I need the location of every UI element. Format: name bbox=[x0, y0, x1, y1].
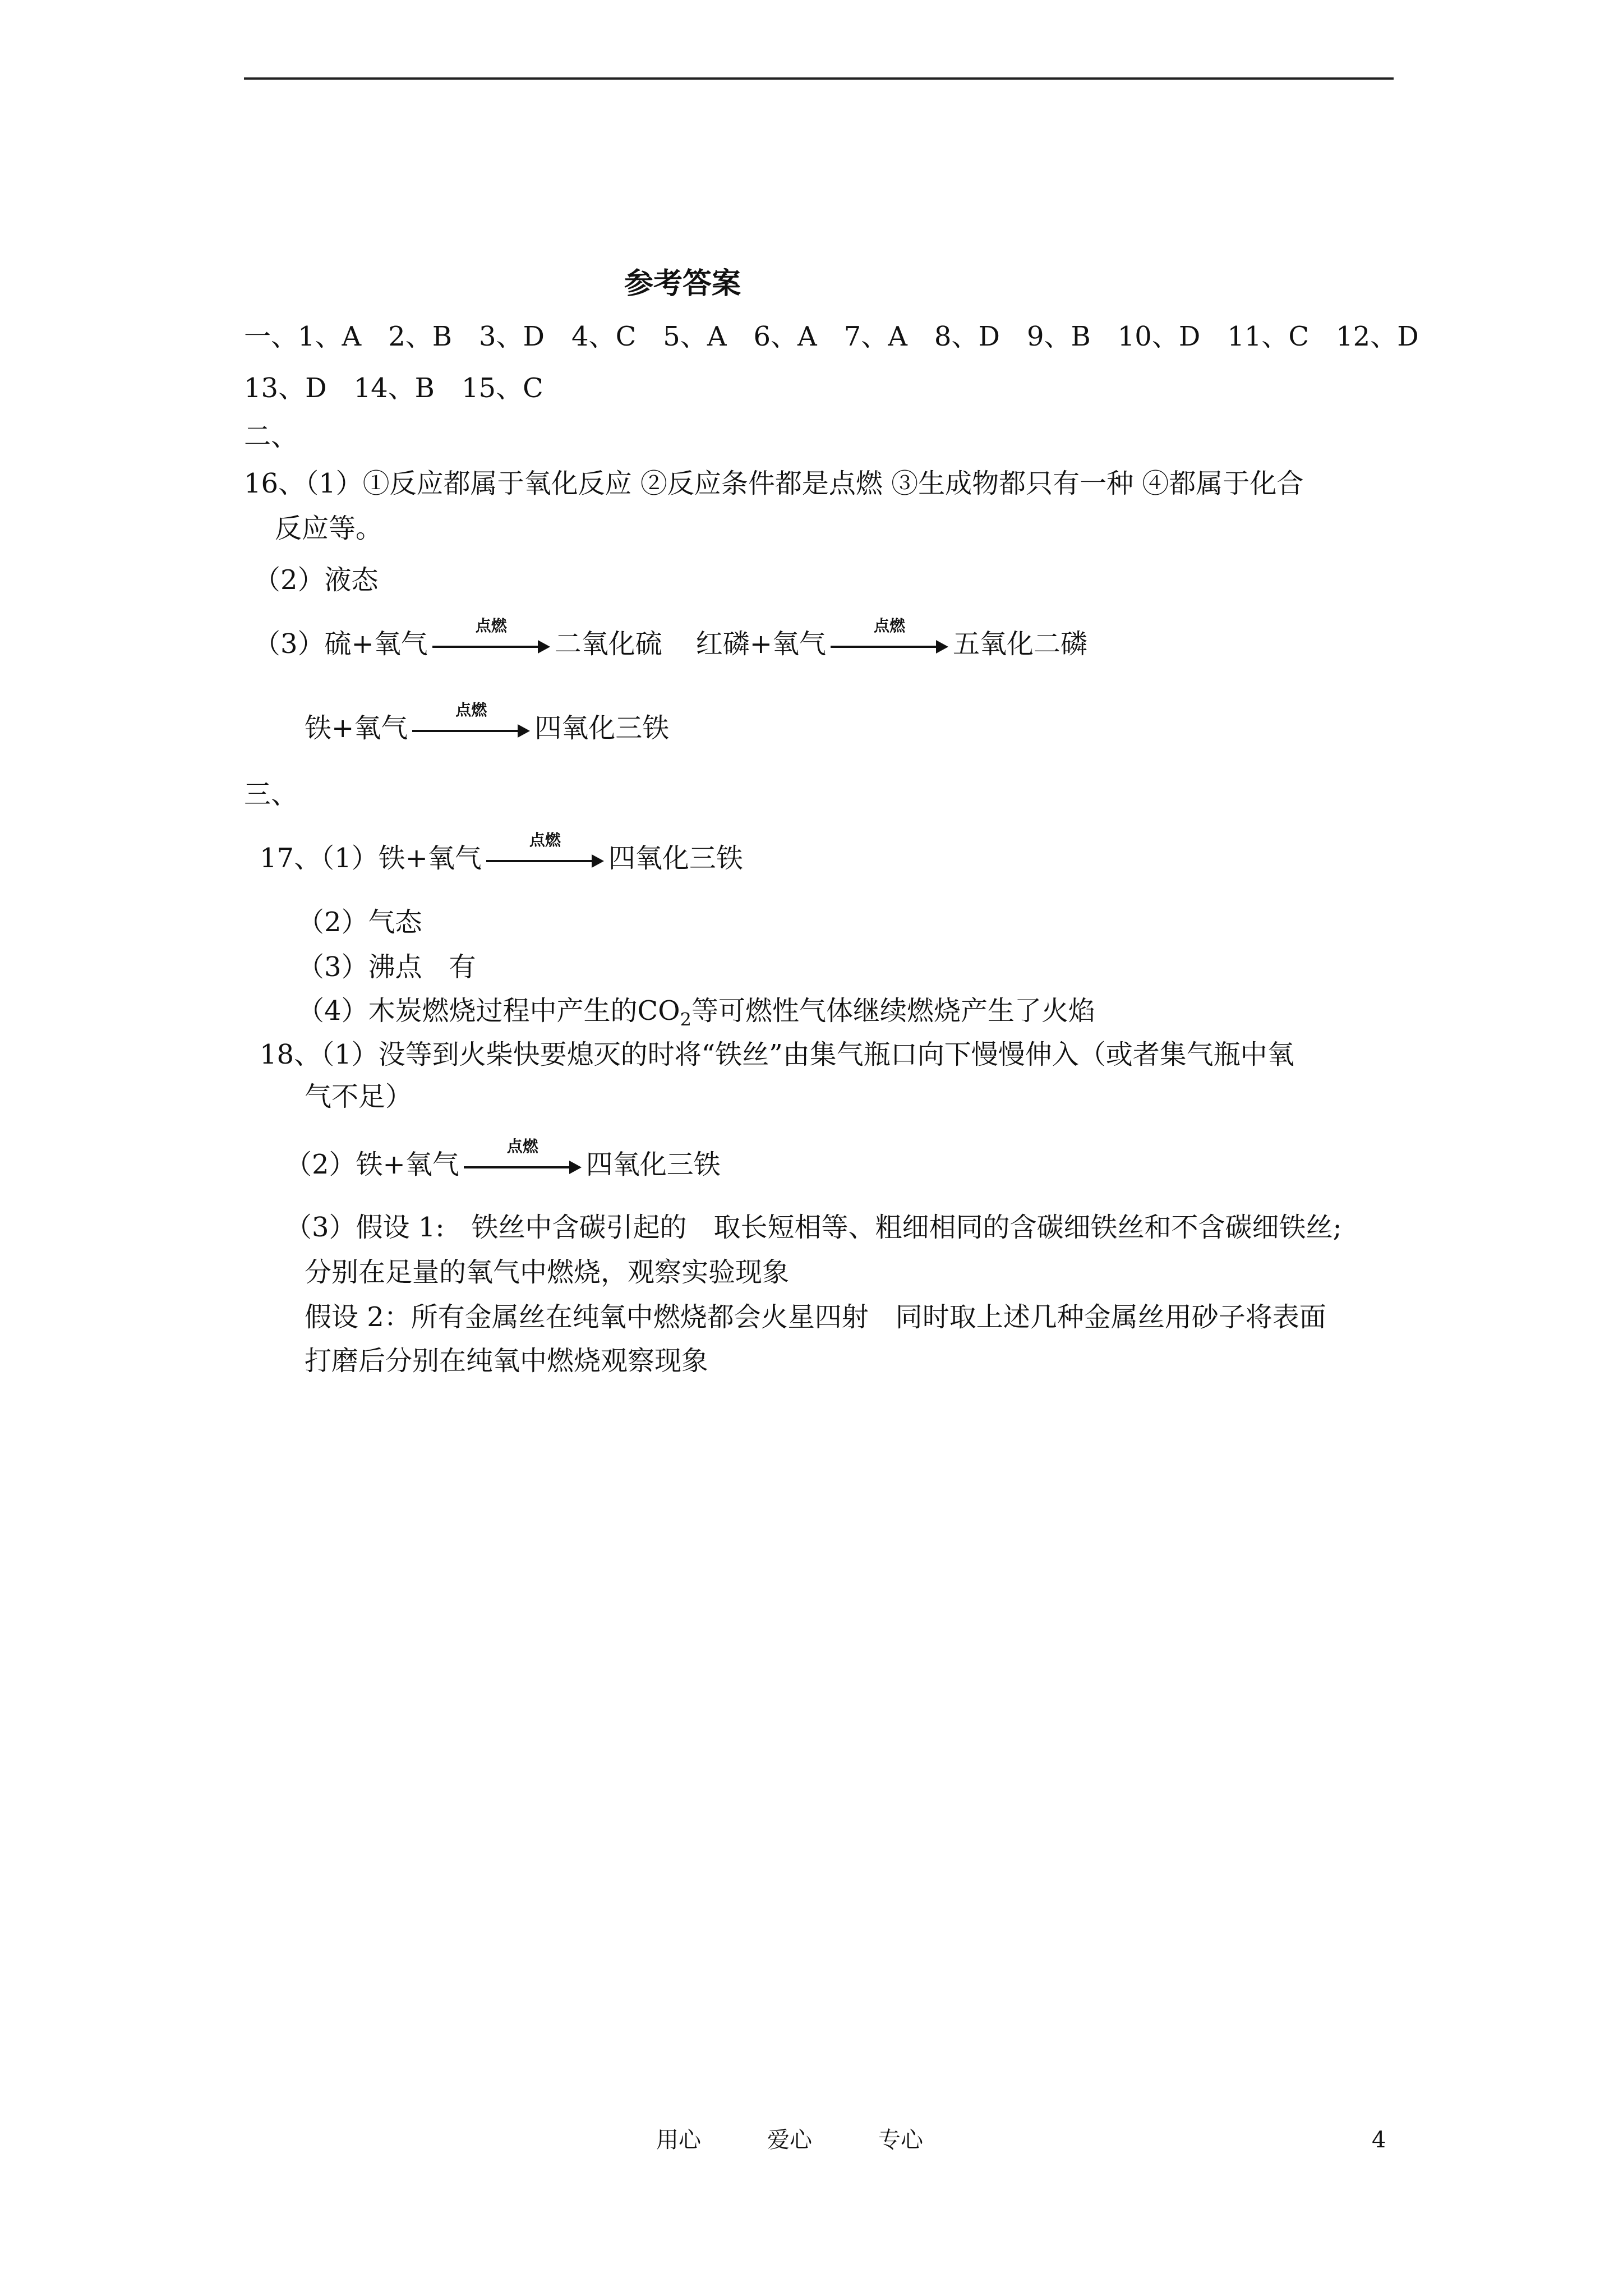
reaction-arrow bbox=[486, 830, 604, 870]
reaction-arrow bbox=[432, 616, 550, 656]
reaction-condition: 点燃 bbox=[455, 700, 487, 719]
reaction-condition: 点燃 bbox=[874, 616, 906, 635]
q18-part2-label: （2） bbox=[285, 1149, 356, 1180]
page-number: 4 bbox=[1372, 2127, 1386, 2153]
q16-part2: （2）液态 bbox=[253, 564, 379, 596]
q16-line2: 反应等。 bbox=[275, 513, 383, 544]
q17-part4-text: （4）木炭燃烧过程中产生的 bbox=[297, 995, 638, 1027]
header-rule bbox=[244, 77, 1394, 80]
co2-formula: CO bbox=[637, 995, 680, 1027]
reaction-reactants: 硫+氧气 bbox=[324, 628, 428, 660]
reaction-reactants: 铁+氧气 bbox=[356, 1149, 459, 1180]
q17-part1-equation bbox=[260, 830, 743, 875]
footer-motto-2: 爱心 bbox=[767, 2127, 812, 2153]
reaction-reactants: 铁+氧气 bbox=[305, 712, 408, 744]
reaction-arrow bbox=[464, 1137, 582, 1176]
q16-part3-label: （3） bbox=[253, 628, 325, 660]
q18-part3-line2: 分别在足量的氧气中燃烧，观察实验现象 bbox=[305, 1257, 790, 1288]
reaction-reactants: 铁+氧气 bbox=[378, 843, 482, 874]
reaction-condition: 点燃 bbox=[529, 830, 561, 849]
q18-part3-line4: 打磨后分别在纯氧中燃烧观察现象 bbox=[305, 1345, 709, 1377]
footer-motto-3: 专心 bbox=[878, 2127, 923, 2153]
page-title: 参考答案 bbox=[624, 266, 741, 301]
reaction-product: 四氧化三铁 bbox=[534, 712, 670, 744]
reaction-reactants: 红磷+氧气 bbox=[695, 628, 827, 660]
q17-part1-label: 17、（1） bbox=[260, 843, 379, 874]
section2-heading: 二、 bbox=[244, 421, 298, 452]
section1-line1: 一、1、A 2、B 3、D 4、C 5、A 6、A 7、A 8、D 9、B 10、D 11、C 12、D bbox=[244, 321, 1419, 352]
reaction-product: 二氧化硫 bbox=[554, 628, 662, 660]
q16-line1: 16、（1）①反应都属于氧化反应 ②反应条件都是点燃 ③生成物都只有一种 ④都属于化合 bbox=[244, 468, 1304, 499]
q18-part3-line3: 假设 2：所有金属丝在纯氧中燃烧都会火星四射 同时取上述几种金属丝用砂子将表面 bbox=[305, 1301, 1326, 1333]
q17-part4-text-end: 等可燃性气体继续燃烧产生了火焰 bbox=[691, 995, 1095, 1027]
q18-part3-line1: （3）假设 1: 铁丝中含碳引起的 取长短相等、粗细相同的含碳细铁丝和不含碳细铁丝; bbox=[285, 1212, 1342, 1243]
q17-part2: （2）气态 bbox=[297, 907, 422, 938]
footer-motto-1: 用心 bbox=[656, 2127, 701, 2153]
q17-part3: （3）沸点 有 bbox=[297, 951, 476, 983]
reaction-product: 五氧化二磷 bbox=[953, 628, 1088, 660]
reaction-condition: 点燃 bbox=[475, 616, 507, 635]
section1-line2: 13、D 14、B 15、C bbox=[244, 372, 543, 404]
reaction-product: 四氧化三铁 bbox=[585, 1149, 721, 1180]
q18-part2-equation bbox=[285, 1137, 721, 1181]
q16-part3-equations bbox=[253, 616, 1088, 661]
q18-line1: 18、（1）没等到火柴快要熄灭的时将“铁丝”由集气瓶口向下慢慢伸入（或者集气瓶中氧 bbox=[260, 1039, 1294, 1070]
reaction-arrow bbox=[831, 616, 948, 656]
reaction-product: 四氧化三铁 bbox=[608, 843, 743, 874]
section3-heading: 三、 bbox=[244, 779, 298, 810]
reaction-condition: 点燃 bbox=[506, 1137, 538, 1156]
q17-part4 bbox=[297, 994, 1095, 1037]
co2-subscript: 2 bbox=[680, 1009, 691, 1030]
reaction-arrow bbox=[412, 700, 530, 740]
q18-line2: 气不足） bbox=[305, 1081, 413, 1112]
q16-part3-iron-equation bbox=[305, 700, 670, 745]
